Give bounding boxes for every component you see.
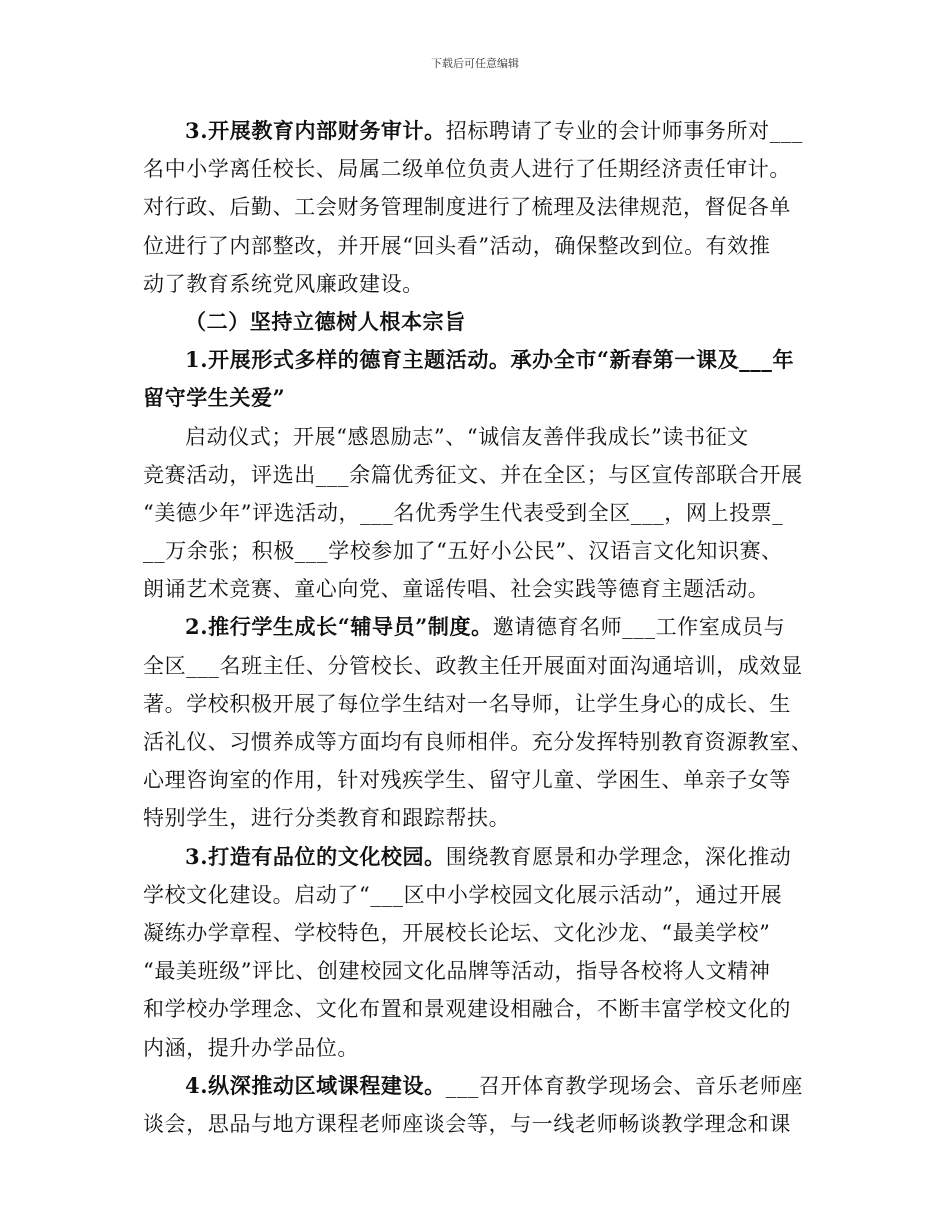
body-text: 招标聘请了专业的会计师事务所对___	[445, 119, 804, 143]
bold-heading-text: 3.开展教育内部财务审计。	[185, 118, 446, 143]
text-line	[143, 914, 811, 952]
text-line	[143, 838, 811, 876]
text-line	[143, 112, 811, 150]
document-body	[143, 112, 811, 1143]
body-text: 学校文化建设。启动了“___区中小学校园文化展示活动”，通过开展	[143, 882, 783, 907]
body-text: ___召开体育教学现场会、音乐老师座	[445, 1073, 804, 1098]
text-line	[143, 1029, 811, 1067]
text-line	[143, 303, 811, 341]
body-text: 位进行了内部整改，并开展“回头看”活动，确保整改到位。有效推	[143, 233, 771, 258]
body-text: __万余张；积极___学校参加了“五好小公民”、汉语言文化知识赛、	[143, 539, 783, 564]
text-line	[143, 265, 811, 303]
body-text: 活礼仪、习惯养成等方面均有良师相伴。充分发挥特别教育资源教室、	[143, 730, 813, 754]
text-line	[143, 456, 811, 494]
text-line	[143, 608, 811, 646]
body-text: 动了教育系统党风廉政建设。	[143, 271, 424, 296]
body-text: 心理咨询室的作用，针对残疾学生、留守儿童、学困生、单亲子女等	[143, 768, 791, 793]
text-line	[143, 876, 811, 914]
text-line	[143, 647, 811, 685]
text-line	[143, 341, 811, 379]
bold-heading-text: （二）坚持立德树人根本宗旨	[185, 308, 466, 334]
text-line	[143, 990, 811, 1028]
text-line	[143, 188, 811, 226]
bold-heading-text: 2.推行学生成长“辅导员”制度。	[185, 614, 493, 640]
text-line	[143, 1067, 811, 1105]
body-text: 朗诵艺术竞赛、童心向党、童谣传唱、社会实践等德育主题活动。	[143, 577, 770, 602]
body-text: 谈会，思品与地方课程老师座谈会等，与一线老师畅谈教学理念和课	[143, 1111, 791, 1136]
body-text: 名中小学离任校长、局属二级单位负责人进行了任期经济责任审计。	[143, 157, 791, 182]
bold-heading-text: 4.纵深推动区域课程建设。	[185, 1072, 446, 1098]
text-line	[143, 379, 811, 417]
body-text: “最美班级”评比、创建校园文化品牌等活动，指导各校将人文精神	[143, 959, 771, 984]
text-line	[143, 952, 811, 990]
bold-heading-text: 1.开展形式多样的德育主题活动。承办全市“新春第一课及___年	[185, 347, 795, 373]
page-header: 下载后可任意编辑	[431, 57, 519, 70]
body-text: 邀请德育名师___工作室成员与	[492, 615, 786, 640]
body-text: 对行政、后勤、工会财务管理制度进行了梳理及法律规范，督促各单	[143, 195, 791, 220]
body-text: 著。学校积极开展了每位学生结对一名导师，让学生身心的成长、生	[143, 691, 791, 716]
text-line	[143, 150, 811, 188]
text-line	[143, 532, 811, 570]
body-text: 凝练办学章程、学校特色，开展校长论坛、文化沙龙、“最美学校”	[143, 920, 771, 945]
text-line	[143, 1105, 811, 1143]
text-line	[143, 799, 811, 837]
bold-heading-text: 留守学生关爱”	[143, 385, 286, 411]
body-text: 内涵，提升办学品位。	[143, 1035, 359, 1060]
body-text: 和学校办学理念、文化布置和景观建设相融合，不断丰富学校文化的	[143, 997, 791, 1022]
text-line	[143, 494, 811, 532]
body-text: 特别学生，进行分类教育和跟踪帮扶。	[143, 806, 511, 831]
body-text: 启动仪式；开展“感恩励志”、“诚信友善伴我成长”读书征文	[185, 424, 749, 449]
text-line	[143, 227, 811, 265]
body-text: 全区___名班主任、分管校长、政教主任开展面对面沟通培训，成效显	[143, 653, 803, 678]
text-line	[143, 723, 811, 761]
body-text: 围绕教育愿景和办学理念，深化推动	[445, 844, 792, 869]
bold-heading-text: 3.打造有品位的文化校园。	[185, 843, 446, 869]
text-line	[143, 685, 811, 723]
text-line	[143, 418, 811, 456]
text-line	[143, 570, 811, 608]
body-text: 竞赛活动，评选出___余篇优秀征文、并在全区；与区宣传部联合开展	[143, 462, 803, 487]
body-text: “美德少年”评选活动，___名优秀学生代表受到全区___，网上投票_	[143, 500, 784, 525]
text-line	[143, 761, 811, 799]
